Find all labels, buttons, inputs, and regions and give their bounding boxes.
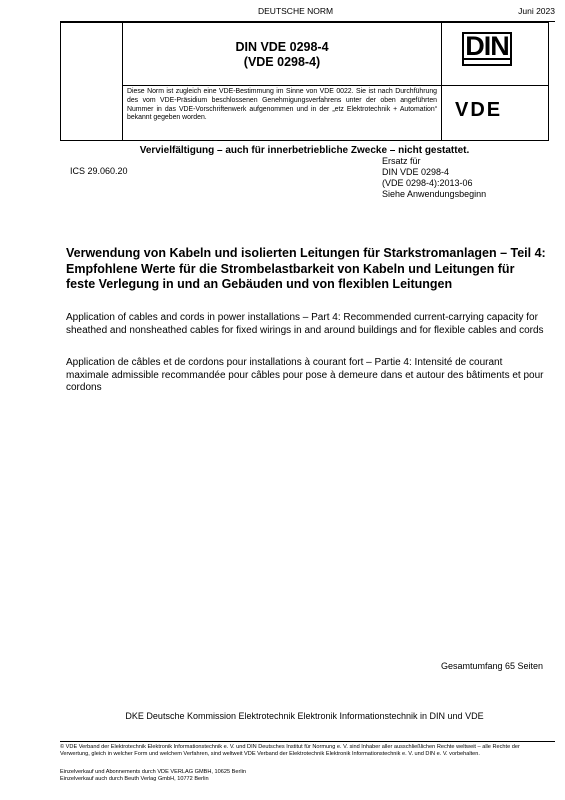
standard-number-line1: DIN VDE 0298-4 bbox=[235, 40, 329, 54]
replacement-line3: (VDE 0298-4):2013-06 bbox=[382, 178, 473, 188]
total-pages: Gesamtumfang 65 Seiten bbox=[440, 661, 543, 671]
german-title: Verwendung von Kabeln und isolierten Leitungen für Starkstromanlagen – Teil 4: Empfohlene Werte für die Strombelastbarkeit von Kabeln und Leitungen für feste Verlegung in und an Gebäuden und von flexiblen Leitungen bbox=[66, 246, 546, 291]
header-blank-cell bbox=[60, 22, 123, 141]
sales-line2: Einzelverkauf auch durch Beuth Verlag GmbH, 10772 Berlin bbox=[60, 776, 209, 782]
vde-notice-text: Diese Norm ist zugleich eine VDE-Bestimmung im Sinne von VDE 0022. Sie ist nach Durchführung des vom VDE-Präsidium beschlossenen Genehmigungsverfahrens unter der oben angeführten Nummer in das VDE-Vorschriftenwerk aufgenommen und in der „etz Elektrotechnik + Automation“ bekannt gegeben worden. bbox=[127, 88, 437, 122]
replacement-line2: DIN VDE 0298-4 bbox=[382, 167, 450, 177]
replacement-line4: Siehe Anwendungsbeginn bbox=[382, 189, 487, 199]
publication-date: Juni 2023 bbox=[518, 6, 555, 16]
english-title: Application of cables and cords in power installations – Part 4: Recommended current-carrying capacity for sheathed and nonsheathed cables for fixed wirings in and around buildings and for flexible cables and cords bbox=[66, 312, 544, 336]
french-title: Application de câbles et de cordons pour installations à courant fort – Partie 4: Intensité de courant maximale admissible recommandée pour câbles pour pose à demeure dans et autour des bâtiments et pour cordons bbox=[66, 357, 544, 393]
vde-logo: VDE bbox=[455, 99, 503, 121]
copyright-notice: © VDE Verband der Elektrotechnik Elektronik Informationstechnik e. V. und DIN Deutsches Institut für Normung e. V. sind Inhaber aller ausschließlichen Rechte weltweit – alle Rechte der Verwertung, gleich in welcher Form und welchem Verfahren, sind weltweit VDE Verband der Elektrotechnik Elektronik Informationstechnik e. V. und DIN e. V. vorbehalten. bbox=[60, 744, 520, 757]
replacement-line1: Ersatz für bbox=[382, 156, 421, 166]
sales-info bbox=[60, 769, 246, 783]
sales-line1: Einzelverkauf und Abonnements durch VDE VERLAG GMBH, 10625 Berlin bbox=[60, 769, 246, 775]
reproduction-notice: Vervielfältigung – auch für innerbetriebliche Zwecke – nicht gestattet. bbox=[139, 145, 470, 156]
din-logo: DIN bbox=[465, 31, 509, 61]
document-series: DEUTSCHE NORM bbox=[258, 6, 334, 16]
ics-code: ICS 29.060.20 bbox=[70, 166, 128, 176]
standard-number bbox=[122, 40, 442, 70]
dke-line: DKE Deutsche Kommission Elektrotechnik Elektronik Informationstechnik in DIN und VDE bbox=[125, 711, 484, 721]
footer-divider bbox=[60, 741, 555, 742]
standard-number-line2: (VDE 0298-4) bbox=[243, 55, 321, 69]
replacement-info bbox=[382, 156, 486, 200]
